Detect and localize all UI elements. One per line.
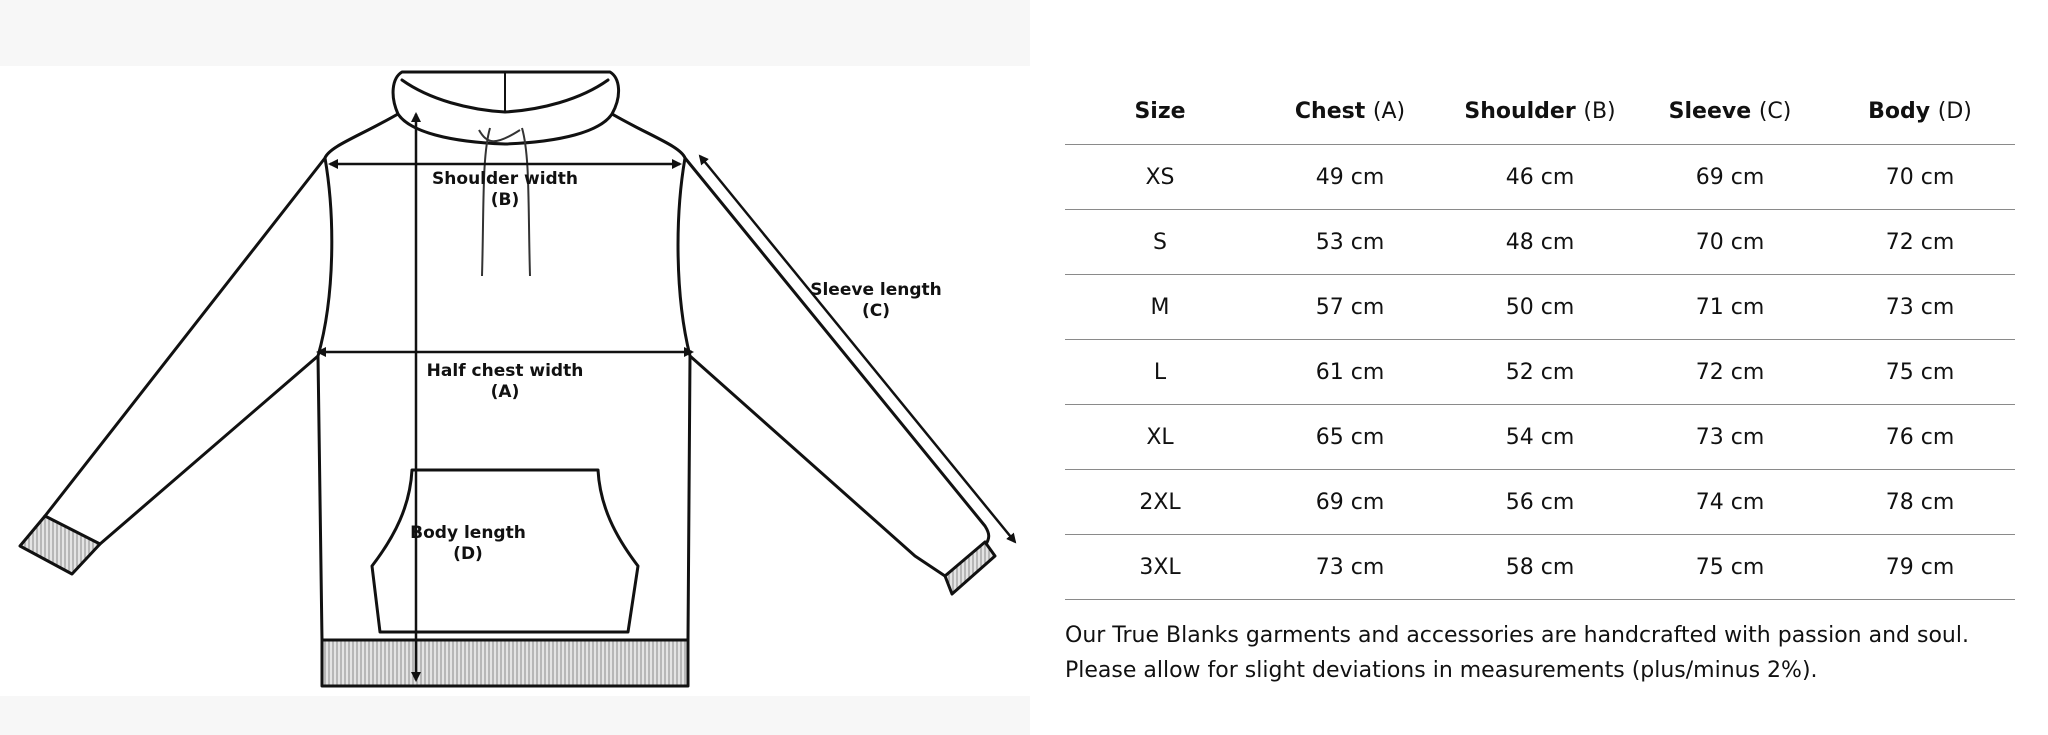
cell-body: 79 cm xyxy=(1825,535,2015,600)
cell-size: 3XL xyxy=(1065,535,1255,600)
sleeve-length-label: Sleeve length xyxy=(810,280,942,300)
hoodie-diagram xyxy=(0,66,1030,696)
half-chest-width-letter: (A) xyxy=(490,382,520,402)
cell-body: 78 cm xyxy=(1825,470,2015,535)
table-row xyxy=(1065,470,2015,535)
cell-chest: 69 cm xyxy=(1255,470,1445,535)
cell-body: 70 cm xyxy=(1825,145,2015,210)
table-row xyxy=(1065,535,2015,600)
cell-body: 76 cm xyxy=(1825,405,2015,470)
cell-shoulder: 56 cm xyxy=(1445,470,1635,535)
table-header-row xyxy=(1065,78,2015,145)
cell-sleeve: 69 cm xyxy=(1635,145,1825,210)
cell-sleeve: 70 cm xyxy=(1635,210,1825,275)
cell-chest: 65 cm xyxy=(1255,405,1445,470)
cell-size: S xyxy=(1065,210,1255,275)
cell-sleeve: 72 cm xyxy=(1635,340,1825,405)
table-row xyxy=(1065,145,2015,210)
cell-shoulder: 58 cm xyxy=(1445,535,1635,600)
measurement-note xyxy=(1065,618,2035,688)
half-chest-width-label: Half chest width xyxy=(426,361,584,381)
shoulder-width-letter: (B) xyxy=(490,190,520,210)
header-chest: Chest (A) xyxy=(1255,78,1445,145)
cell-body: 72 cm xyxy=(1825,210,2015,275)
cell-shoulder: 52 cm xyxy=(1445,340,1635,405)
cell-chest: 61 cm xyxy=(1255,340,1445,405)
body-length-label: Body length xyxy=(410,523,526,543)
cell-sleeve: 75 cm xyxy=(1635,535,1825,600)
table-row xyxy=(1065,340,2015,405)
cell-size: L xyxy=(1065,340,1255,405)
cell-shoulder: 46 cm xyxy=(1445,145,1635,210)
sleeve-length-letter: (C) xyxy=(861,301,891,321)
cell-body: 75 cm xyxy=(1825,340,2015,405)
header-sleeve: Sleeve (C) xyxy=(1635,78,1825,145)
shoulder-width-label: Shoulder width xyxy=(432,169,578,189)
cell-size: XL xyxy=(1065,405,1255,470)
cell-chest: 53 cm xyxy=(1255,210,1445,275)
cell-shoulder: 54 cm xyxy=(1445,405,1635,470)
note-line-1: Our True Blanks garments and accessories are handcrafted with passion and soul. xyxy=(1065,623,1969,648)
cell-body: 73 cm xyxy=(1825,275,2015,340)
cell-chest: 57 cm xyxy=(1255,275,1445,340)
cell-sleeve: 73 cm xyxy=(1635,405,1825,470)
hoodie-outline xyxy=(39,72,988,640)
cell-shoulder: 48 cm xyxy=(1445,210,1635,275)
cell-size: XS xyxy=(1065,145,1255,210)
cell-size: M xyxy=(1065,275,1255,340)
table-row xyxy=(1065,275,2015,340)
cell-chest: 49 cm xyxy=(1255,145,1445,210)
cell-sleeve: 74 cm xyxy=(1635,470,1825,535)
note-line-2: Please allow for slight deviations in measurements (plus/minus 2%). xyxy=(1065,658,1818,683)
cell-size: 2XL xyxy=(1065,470,1255,535)
size-table xyxy=(1065,78,2015,600)
cell-shoulder: 50 cm xyxy=(1445,275,1635,340)
table-row xyxy=(1065,405,2015,470)
size-chart-panel xyxy=(1065,78,2035,688)
header-size: Size xyxy=(1065,78,1255,145)
header-shoulder: Shoulder (B) xyxy=(1445,78,1635,145)
cell-sleeve: 71 cm xyxy=(1635,275,1825,340)
header-body: Body (D) xyxy=(1825,78,2015,145)
table-row xyxy=(1065,210,2015,275)
cell-chest: 73 cm xyxy=(1255,535,1445,600)
body-length-letter: (D) xyxy=(453,544,483,564)
